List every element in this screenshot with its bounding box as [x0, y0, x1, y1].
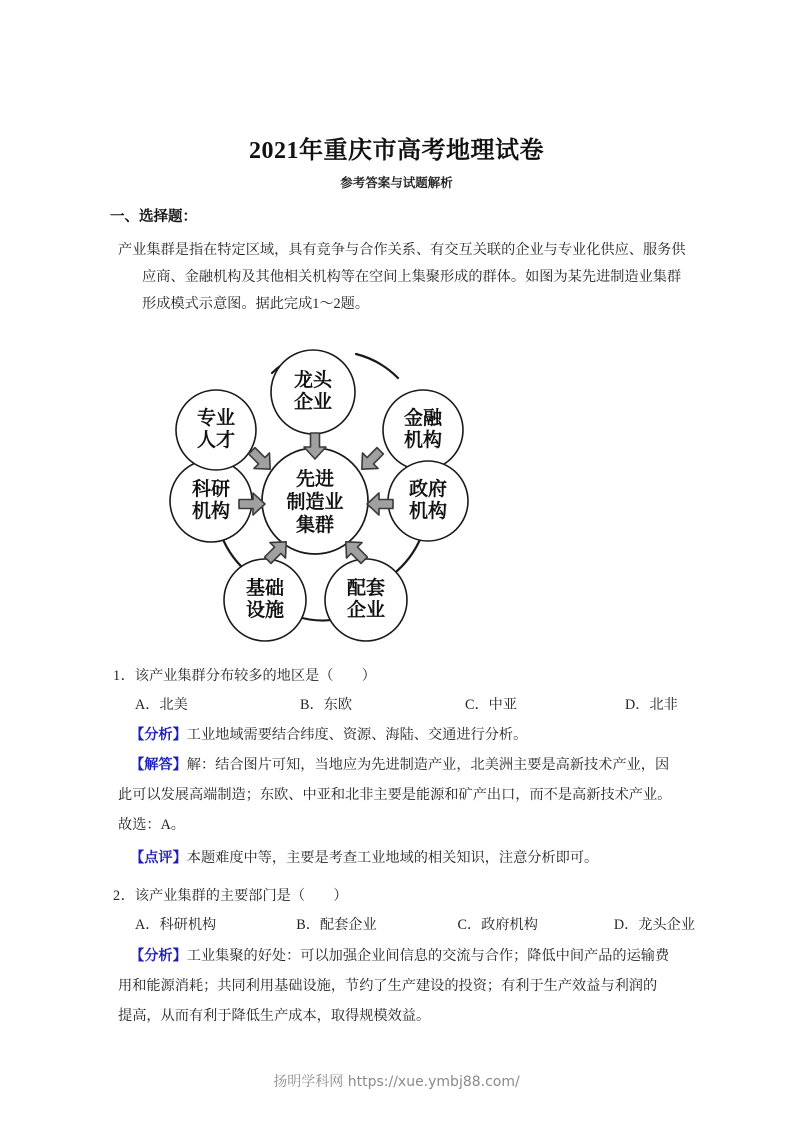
answer-text-1: 解：结合图片可知，当地应为先进制造产业，北美洲主要是高新技术产业，因 [186, 757, 670, 773]
center-label-line1: 先进 [295, 468, 335, 490]
question-1-option-d[interactable]: D．北非 [625, 697, 678, 713]
question-1-options [135, 694, 695, 714]
question-2-analysis-line-2: 用和能源消耗；共同利用基础设施，节约了生产建设的投资；有利于生产效益与利润的 [118, 978, 658, 994]
page-title: 2021年重庆市高考地理试卷 [249, 138, 544, 164]
question-1-analysis [130, 722, 688, 749]
node-label-government-agency-line2: 机构 [408, 500, 448, 522]
diagram-node-professional-talent [176, 390, 256, 470]
question-2-option-d[interactable]: D．龙头企业 [613, 917, 696, 933]
industrial-cluster-diagram [128, 328, 498, 664]
page-subtitle: 参考答案与试题解析 [340, 176, 453, 190]
analysis-text-2-line-1: 工业集聚的好处：可以加强企业间信息的交流与合作；降低中间产品的运输费 [186, 948, 670, 964]
question-1-option-b[interactable]: B．东欧 [300, 697, 353, 713]
diagram-node-supporting-enterprise [325, 559, 407, 641]
diagram-node-government-agency [388, 461, 468, 541]
intro-paragraph [118, 237, 688, 318]
intro-line-1: 产业集群是指在特定区域，具有竞争与合作关系、有交互关联的企业与专业化供应、服务供 [118, 242, 686, 258]
question-2-number: 2 [113, 888, 121, 904]
question-2-analysis-line-1 [130, 943, 688, 970]
comment-tag: 【点评】 [130, 850, 187, 866]
node-label-research-institution-line1: 科研 [191, 478, 231, 500]
question-1-answer-line-1 [130, 752, 688, 779]
question-2-analysis-line-3: 提高，从而有利于降低生产成本，取得规模效益。 [118, 1008, 431, 1024]
comment-text: 本题难度中等，主要是考查工业地域的相关知识，注意分析即可。 [186, 850, 599, 866]
intro-line-3: 形成模式示意图。据此完成1～2题。 [142, 296, 370, 312]
node-label-professional-talent-line1: 专业 [196, 407, 236, 429]
analysis-text: 工业地域需要结合纬度、资源、海陆、交通进行分析。 [186, 727, 528, 743]
question-1-answer-line-3: 故选：A。 [118, 817, 185, 833]
question-1-number: 1 [113, 668, 121, 684]
question-1-stem [113, 665, 376, 685]
question-2-options [135, 914, 695, 934]
site-watermark: 扬明学科网 https://xue.ymbj88.com/ [273, 1074, 520, 1090]
diagram-center-node [262, 448, 368, 554]
section-heading: 一、选择题： [110, 209, 197, 225]
question-2-option-a[interactable]: A．科研机构 [135, 917, 217, 933]
node-label-infrastructure-line1: 基础 [245, 577, 285, 599]
center-label-line3: 集群 [295, 514, 335, 536]
question-1-text: ．该产业集群分布较多的地区是（ ） [120, 668, 376, 684]
diagram-node-financial-institution [383, 390, 463, 470]
node-label-research-institution-line2: 机构 [191, 500, 231, 522]
node-label-supporting-enterprise-line2: 企业 [346, 599, 386, 621]
node-label-infrastructure-line2: 设施 [245, 599, 285, 621]
question-2-stem [113, 885, 348, 905]
analysis-tag: 【分析】 [130, 727, 187, 743]
diagram-node-leading-enterprise [271, 350, 355, 434]
intro-line-2: 应商、金融机构及其他相关机构等在空间上集聚形成的群体。如图为某先进制造业集群 [142, 269, 682, 285]
node-label-financial-institution-line1: 金融 [403, 407, 443, 429]
question-1-option-c[interactable]: C．中亚 [465, 697, 518, 713]
question-1-comment [130, 845, 688, 872]
node-label-leading-enterprise-line1: 龙头 [293, 369, 333, 391]
node-label-leading-enterprise-line2: 企业 [293, 391, 333, 413]
node-label-supporting-enterprise-line1: 配套 [346, 577, 386, 599]
question-2-option-b[interactable]: B．配套企业 [296, 917, 377, 933]
node-label-professional-talent-line2: 人才 [196, 429, 236, 451]
center-label-line2: 制造业 [286, 491, 344, 513]
question-1-answer-line-2: 此可以发展高端制造；东欧、中亚和北非主要是能源和矿产出口，而不是高新技术产业。 [118, 787, 672, 803]
answer-tag: 【解答】 [130, 757, 187, 773]
question-1-option-a[interactable]: A．北美 [135, 697, 188, 713]
diagram-node-infrastructure [224, 559, 306, 641]
question-2-option-c[interactable]: C．政府机构 [457, 917, 538, 933]
node-label-government-agency-line1: 政府 [408, 478, 448, 500]
node-label-financial-institution-line2: 机构 [403, 429, 443, 451]
analysis-tag-2: 【分析】 [130, 948, 187, 964]
question-2-text: ．该产业集群的主要部门是（ ） [120, 888, 348, 904]
